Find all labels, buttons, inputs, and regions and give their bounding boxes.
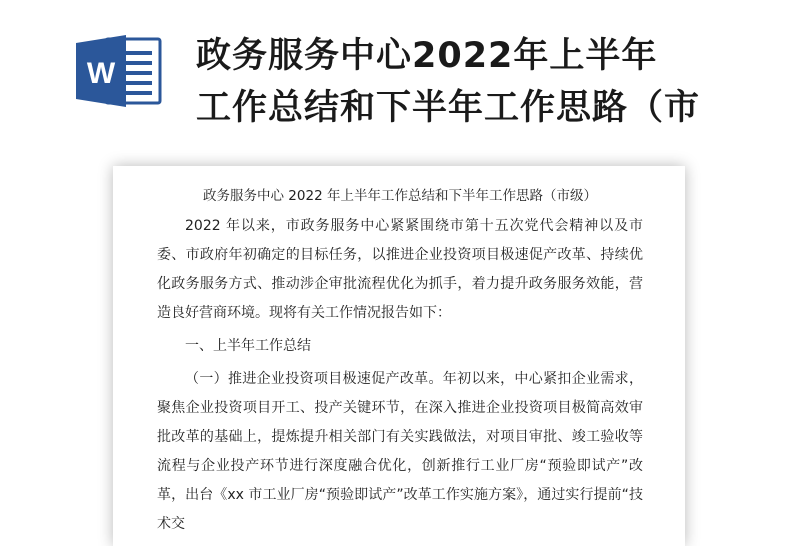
document-title [196, 30, 796, 134]
svg-text:W: W [86, 57, 116, 90]
page-content [157, 184, 643, 539]
page-title: 政务服务中心 2022 年上半年工作总结和下半年工作思路（市级） [203, 188, 597, 204]
section-heading: 一、上半年工作总结 [185, 338, 311, 354]
document-title-line-1: 政务服务中心2022年上半年 [196, 36, 658, 76]
preview-header [0, 0, 800, 160]
intro-paragraph: 2022 年以来，市政务服务中心紧紧围绕市第十五次党代会精神以及市委、市政府年初确定的目标任务，以推进企业投资项目极速促产改革、持续优化政务服务方式、推动涉企审批流程优化为抓手，着力提升政务服务效能，营造良好营商环境。现将有关工作情况报告如下： [157, 218, 643, 321]
body-paragraph: （一）推进企业投资项目极速促产改革。年初以来，中心紧扣企业需求，聚焦企业投资项目开工、投产关键环节，在深入推进企业投资项目极简高效审批改革的基础上，提炼提升相关部门有关实践做法，对项目审批、竣工验收等流程与企业投产环节进行深度融合优化，创新推行工业厂房“预验即试产”改革，出台《xx 市工业厂房“预验即试产”改革工作实施方案》，通过实行提前“技术交 [157, 371, 643, 532]
word-icon [76, 33, 164, 109]
document-title-line-2: 工作总结和下半年工作思路（市 [196, 88, 701, 128]
document-page [113, 166, 685, 546]
